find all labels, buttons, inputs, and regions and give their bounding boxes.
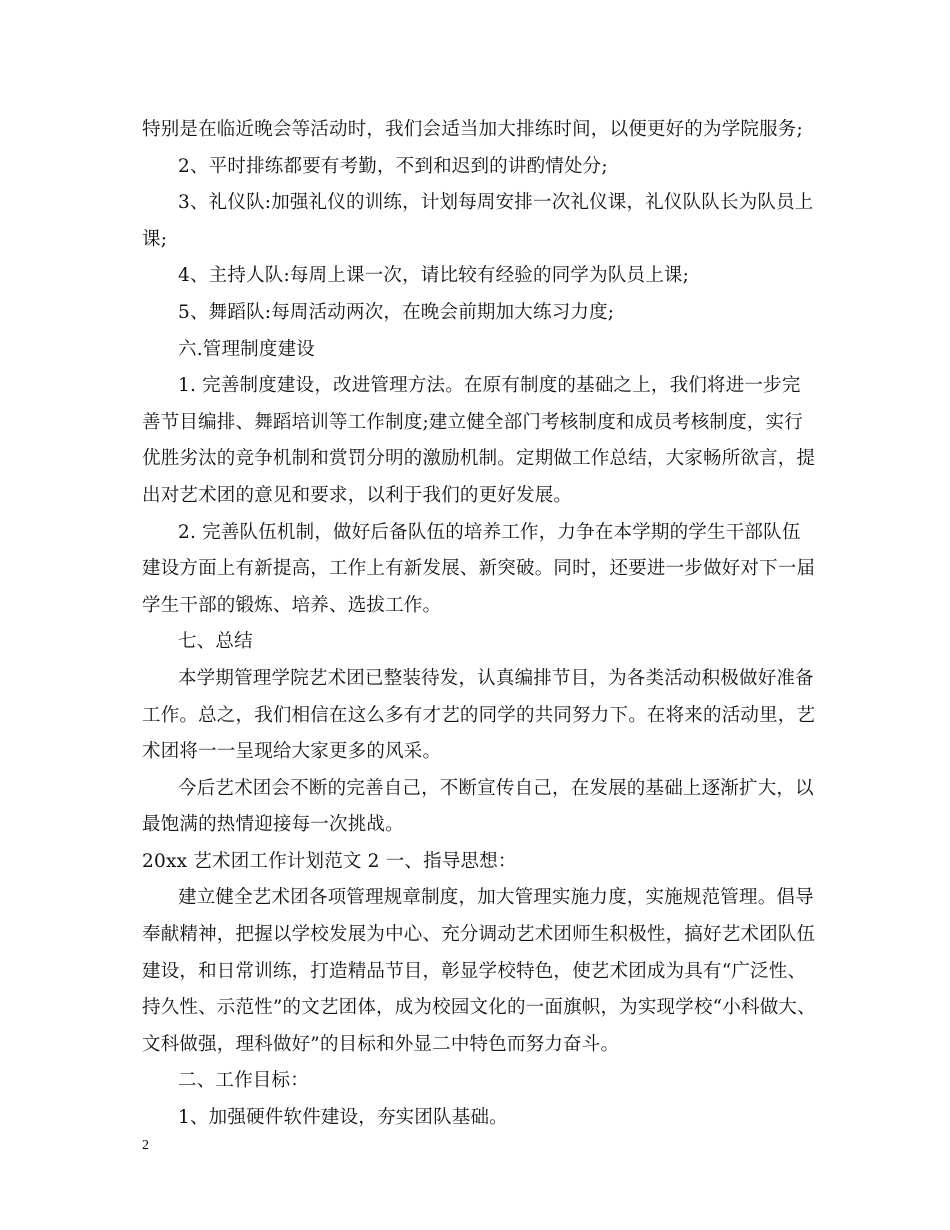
section-heading: 二、工作目标： [178,1070,309,1092]
text-line: 3、礼仪队:加强礼仪的训练，计划每周安排一次礼仪课，礼仪队队长为队员上 [178,192,814,214]
text-line: 善节目编排、舞蹈培训等工作制度;建立健全部门考核制度和成员考核制度，实行 [142,411,803,433]
text-line: 1、加强硬件软件建设，夯实团队基础。 [178,1107,508,1129]
text-line: 文科做强，理科做好”的目标和外显二中特色而努力奋斗。 [142,1033,620,1055]
text-line: 1. 完善制度建设，改进管理方法。在原有制度的基础之上，我们将进一步完 [178,375,801,397]
text-line: 2、平时排练都要有考勤，不到和迟到的讲酌情处分; [178,155,608,177]
text-line: 2. 完善队伍机制，做好后备队伍的培养工作，力争在本学期的学生干部队伍 [178,521,801,543]
text-line: 课; [142,228,168,250]
text-line: 建设方面上有新提高，工作上有新发展、新突破。同时，还要进一步做好对下一届 [142,558,816,580]
text-line: 最饱满的热情迎接每一次挑战。 [142,814,404,836]
text-line: 5、舞蹈队:每周活动两次，在晚会前期加大练习力度; [178,301,615,323]
section-heading: 六.管理制度建设 [178,338,315,360]
section-title-line: 20xx 艺术团工作计划范文 2 一、指导思想： [142,850,517,872]
page-number: 2 [142,1138,149,1153]
text-line: 本学期管理学院艺术团已整装待发，认真编排节目，为各类活动积极做好准备 [178,667,814,689]
text-line: 优胜劣汰的竞争机制和赏罚分明的激励机制。定期做工作总结，大家畅所欲言，提 [142,448,816,470]
text-line: 奉献精神，把握以学校发展为中心、充分调动艺术团师生积极性，搞好艺术团队伍 [142,924,816,946]
text-line: 术团将一一呈现给大家更多的风采。 [142,741,442,763]
text-line: 持久性、示范性”的文艺团体，成为校园文化的一面旗帜，为实现学校“小科做大、 [142,997,816,1019]
text-line: 今后艺术团会不断的完善自己，不断宣传自己，在发展的基础上逐渐扩大，以 [178,777,814,799]
text-line: 特别是在临近晚会等活动时，我们会适当加大排练时间，以便更好的为学院服务; [142,119,803,140]
section-heading: 七、总结 [178,631,253,653]
text-line: 学生干部的锻炼、培养、选拔工作。 [142,594,442,616]
text-line: 建立健全艺术团各项管理规章制度，加大管理实施力度，实施规范管理。倡导 [178,887,814,909]
text-line: 工作。总之，我们相信在这么多有才艺的同学的共同努力下。在将来的活动里，艺 [142,704,816,726]
text-line: 4、主持人队:每周上课一次，请比较有经验的同学为队员上课; [178,265,690,287]
document-body [142,112,822,1137]
text-line: 出对艺术团的意见和要求，以利于我们的更好发展。 [142,484,573,506]
text-line: 建设，和日常训练，打造精品节目，彰显学校特色，使艺术团成为具有“广泛性、 [142,960,807,982]
